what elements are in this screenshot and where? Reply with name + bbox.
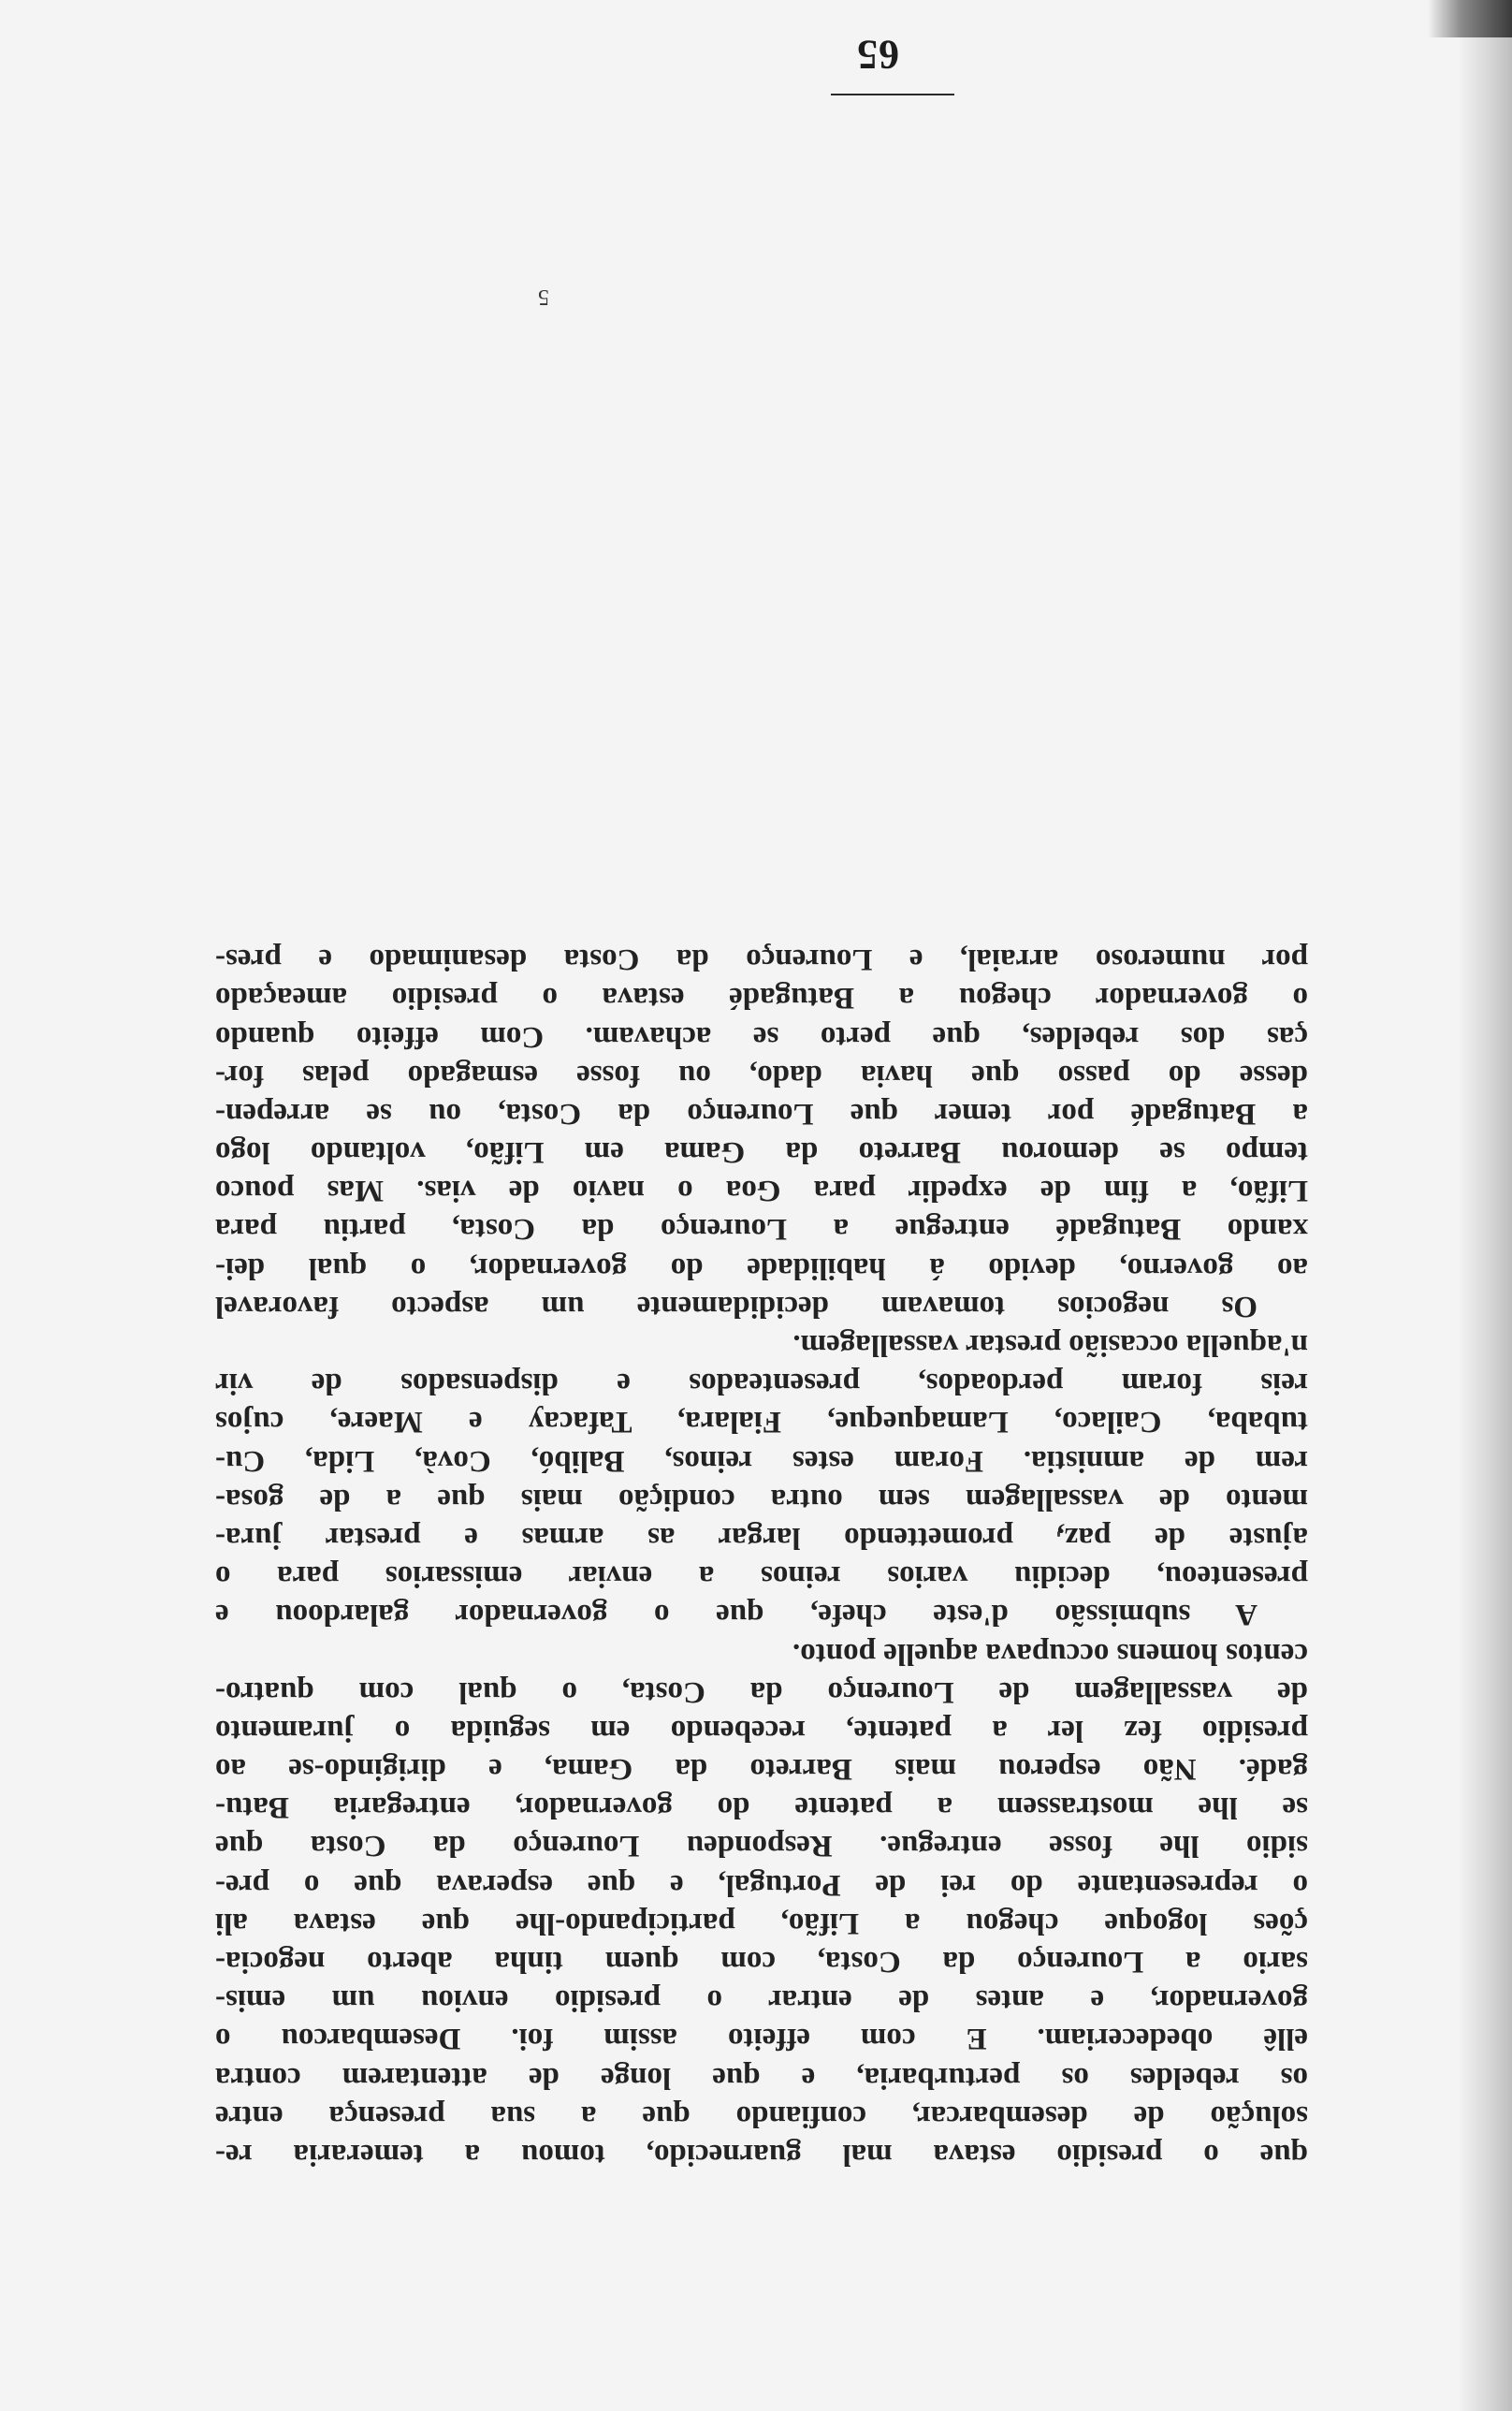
text-line: tubaba, Cailaco, Lamaqueque, Fialara, Tafacay e Maere, cujos (215, 1405, 1308, 1439)
text-line: solução de desembarcar, confiando que a sua presença entre (215, 2098, 1308, 2133)
text-line: presidio fez ler a patente, recebendo em seguida o juramento (215, 1713, 1308, 1747)
text-line: os rebeldes os perturbaria, e que longe de attentarem contra (215, 2060, 1308, 2095)
text-line: presenteou, decidiu varios reinos a enviar emissarios para o (215, 1559, 1308, 1594)
text-line: Lifão, a fim de expedir para Goa o navio de vias. Mas pouco (215, 1174, 1308, 1208)
text-line: ajuste de paz, promettendo largar as armas e prestar jura- (215, 1521, 1308, 1555)
text-line: reis foram perdoados, presenteados e dispensados de vir (215, 1366, 1308, 1401)
text-line: por numeroso arraial, e Lourenço da Costa desanimado e pres- (215, 942, 1308, 977)
text-line: de vassallagem de Lourenço da Costa, o qual com quatro- (215, 1674, 1308, 1709)
text-line: ellê obedeceriam. E com effeito assim foi. Desembarcou o (215, 2022, 1308, 2056)
text-line: n'aquella occasião prestar vassallagem. (792, 1328, 1308, 1363)
text-line: o governador chegou a Batugadé estava o presidio ameaçado (215, 981, 1308, 1016)
text-line: sidio lhe fosse entregue. Respondeu Lourenço da Costa que (215, 1829, 1308, 1863)
text-line: ças dos rebeldes, que perto se achavam. Com effeito quando (215, 1019, 1308, 1054)
text-line: a Batugadé por temer que Lourenço da Costa, ou se arrepen- (215, 1096, 1308, 1131)
signature-mark: 5 (538, 285, 549, 309)
text-line: tempo se demorou Barreto da Gama em Lifão, voltando logo (215, 1135, 1308, 1170)
text-line: gadé. Não esperou mais Barreto da Gama, e dirigindo-se ao (215, 1752, 1308, 1787)
page-number-rule (831, 94, 954, 95)
text-line: mento de vassallagem sem outra condição mais que a de gosa- (215, 1482, 1308, 1516)
text-line: ções logoque chegou a Lifão, participando-lhe que estava ali (215, 1906, 1308, 1940)
text-line: rem de amnistia. Foram estes reinos, Balibó, Covà, Lida, Cu- (215, 1443, 1308, 1478)
text-line: A submissão d'este chefe, que o governador galardoou e (215, 1598, 1258, 1632)
body-text (215, 940, 1308, 2173)
text-line: sario a Lourenço da Costa, com quem tinha aberto negocia- (215, 1945, 1308, 1980)
text-line: desse do passo que havia dado, ou fosse esmagado pelas for- (215, 1058, 1308, 1092)
text-line: o representante do rei de Portugal, e que esperava que o pre- (215, 1867, 1308, 1902)
text-line: ao governo, devido á habilidade do governador, o qual dei- (215, 1250, 1308, 1285)
text-line: centos homens occupava aquelle ponto. (792, 1636, 1308, 1671)
page-number: 65 (856, 32, 899, 78)
text-line: governador, e antes de entrar o presidio enviou um emis- (215, 1983, 1308, 2018)
text-line: se lhe mostrassem a patente do governador, entregaria Batu- (215, 1790, 1308, 1825)
text-line: Os negocios tomavam decididamente um aspecto favoravel (215, 1289, 1258, 1323)
text-line: que o presidio estava mal guarnecido, tomou a temeraria re- (215, 2138, 1308, 2171)
text-line: xando Batugadé entregue a Lourenço da Costa, partiu para (215, 1212, 1308, 1247)
